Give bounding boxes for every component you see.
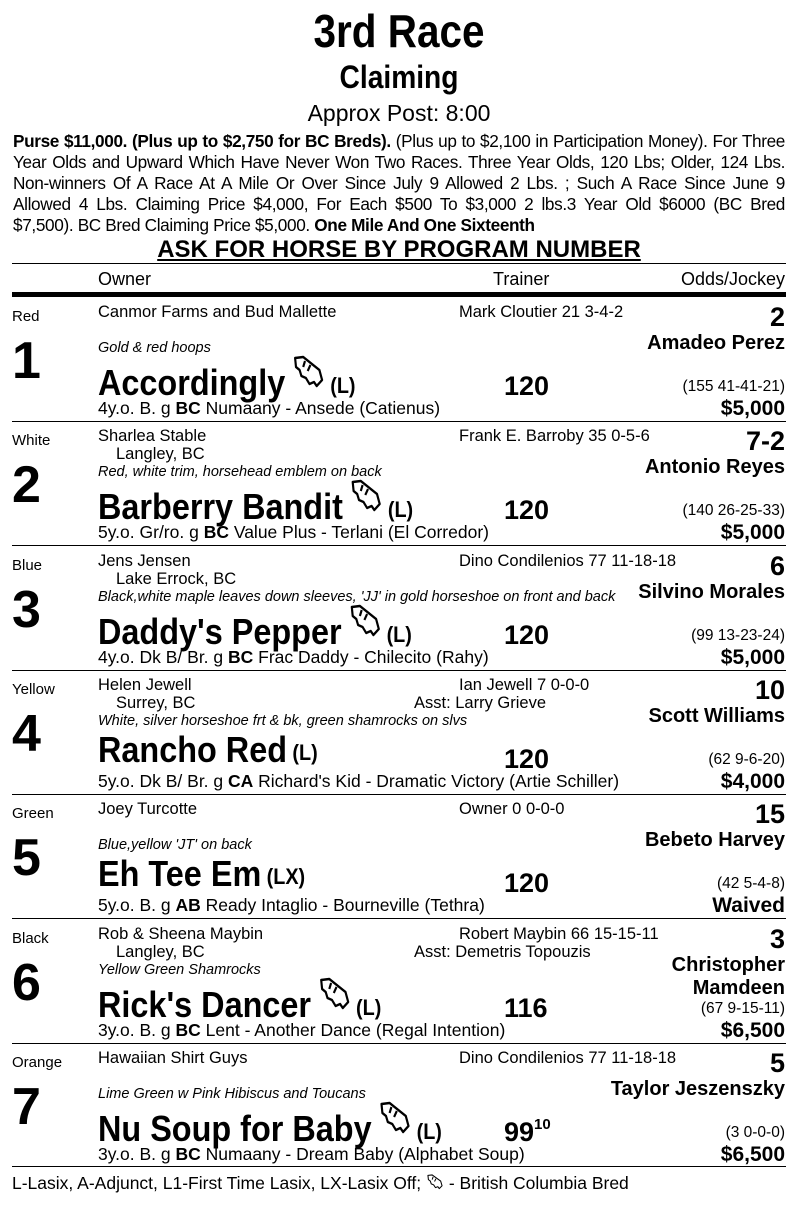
medication-code: (L) bbox=[292, 739, 318, 765]
age-sex: 4y.o. B. g bbox=[98, 398, 176, 418]
sire-dam: Frac Daddy - Chilecito (Rahy) bbox=[253, 646, 489, 667]
legend-text: L-Lasix, A-Adjunct, L1-First Time Lasix, LX-Lasix Off; bbox=[12, 1173, 426, 1193]
saddle-cloth-color: Orange bbox=[12, 1053, 63, 1071]
weight bbox=[504, 984, 548, 1025]
bc-province-icon bbox=[379, 1101, 411, 1135]
age-sex: 5y.o. B. g bbox=[98, 895, 176, 916]
weight-allowance: 10 bbox=[534, 1115, 551, 1133]
entry-row bbox=[0, 795, 798, 919]
jockey-record: (62 9-6-20) bbox=[708, 750, 785, 768]
age-sex: 5y.o. Dk B/ Br. g bbox=[98, 770, 229, 791]
pedigree bbox=[98, 397, 440, 419]
bred-code: CA bbox=[228, 770, 254, 791]
medication-code: (L) bbox=[330, 373, 356, 398]
claiming-price: $5,000 bbox=[720, 521, 785, 545]
owner-name: Canmor Farms and Bud Mallette bbox=[98, 303, 337, 321]
bc-province-icon bbox=[349, 604, 381, 638]
program-number: 3 bbox=[12, 580, 41, 639]
entry-separator bbox=[12, 1166, 786, 1167]
jockey-record: (155 41-41-21) bbox=[682, 378, 785, 395]
sire-dam: Value Plus - Terlani (El Corredor) bbox=[228, 522, 489, 543]
owner-name: Hawaiian Shirt Guys bbox=[98, 1048, 248, 1067]
program-number: 4 bbox=[12, 704, 41, 763]
weight-value: 120 bbox=[504, 495, 550, 526]
entry-row bbox=[0, 671, 798, 795]
silks-description: Gold & red hoops bbox=[98, 340, 211, 356]
pedigree bbox=[98, 1143, 525, 1165]
bred-code: BC bbox=[175, 1143, 201, 1164]
silks-description: Lime Green w Pink Hibiscus and Toucans bbox=[98, 1085, 366, 1102]
horse-name: Eh Tee Em bbox=[98, 853, 262, 895]
conditions-text: (Plus up to $2,100 in Participation Money). For Three Year Olds and Upward Which Have Never Won Two Races. Three Year Olds, 120 Lbs; Older, 124 Lbs. Non-winners Of A Race At A Mile Or Over Since July 9 Allowed 2 Lbs. ; Such A Race Since June 9 Allowed 4 Lbs. Claiming Price $4,000, For Each $500 To $3,000 2 lbs.3 Year Old $6000 (BC Bred $7,500). BC Bred Claiming Price $5,000. bbox=[13, 131, 785, 235]
bred-code: BC bbox=[175, 1019, 201, 1040]
silks-description: Yellow Green Shamrocks bbox=[98, 961, 261, 978]
bred-code: BC bbox=[228, 646, 254, 667]
owner-name: Joey Turcotte bbox=[98, 800, 198, 819]
entry-row bbox=[0, 298, 798, 422]
trainer-name: Mark Cloutier 21 3-4-2 bbox=[459, 303, 624, 321]
pedigree bbox=[98, 770, 619, 792]
owner-column-header: Owner bbox=[98, 269, 152, 289]
entry-row bbox=[0, 920, 798, 1044]
horse-name-line bbox=[98, 852, 305, 899]
horse-name: Rick's Dancer bbox=[98, 983, 312, 1025]
owner-name: Jens Jensen bbox=[98, 551, 191, 570]
entry-row bbox=[0, 1044, 798, 1168]
weight-value: 120 bbox=[504, 371, 550, 401]
owner-name: Rob & Sheena Maybin bbox=[98, 924, 264, 943]
claiming-price: $5,000 bbox=[720, 397, 785, 420]
race-type: Claiming bbox=[339, 59, 459, 95]
weight bbox=[504, 362, 549, 403]
jockey-name: Taylor Jeszenszky bbox=[610, 1077, 785, 1100]
bred-code: AB bbox=[175, 895, 201, 916]
jockey-name: Christopher Mamdeen bbox=[671, 953, 785, 999]
weight-value: 120 bbox=[504, 619, 550, 650]
horse-name: Rancho Red bbox=[98, 728, 288, 770]
saddle-cloth-color: Blue bbox=[12, 556, 43, 574]
trainer-name: Robert Maybin 66 15-15-11 bbox=[459, 924, 659, 943]
program-number: 5 bbox=[12, 829, 41, 888]
owner-location: Langley, BC bbox=[116, 445, 205, 464]
header-rule bbox=[12, 292, 786, 297]
jockey-name: Silvino Morales bbox=[638, 580, 785, 603]
pedigree bbox=[98, 646, 489, 668]
horse-name: Daddy's Pepper bbox=[98, 610, 342, 652]
owner-name: Helen Jewell bbox=[98, 675, 192, 694]
pedigree bbox=[98, 894, 485, 916]
age-sex: 5y.o. Gr/ro. g bbox=[98, 522, 204, 543]
sire-dam: Richard's Kid - Dramatic Victory (Artie Schiller) bbox=[253, 770, 620, 791]
owner-location: Surrey, BC bbox=[116, 693, 196, 712]
program-number: 2 bbox=[12, 456, 41, 515]
saddle-cloth-color: Green bbox=[12, 805, 54, 823]
medication-code: (L) bbox=[356, 994, 382, 1020]
program-number: 7 bbox=[12, 1077, 41, 1136]
entry-row bbox=[0, 547, 798, 671]
age-sex: 3y.o. B. g bbox=[98, 1143, 176, 1164]
bred-code: BC bbox=[203, 522, 229, 543]
trainer-name: Ian Jewell 7 0-0-0 bbox=[459, 675, 590, 694]
silks-description: Blue,yellow 'JT' on back bbox=[98, 837, 252, 854]
bred-code: BC bbox=[175, 398, 201, 418]
morning-line-odds: 15 bbox=[754, 799, 785, 830]
jockey-name: Scott Williams bbox=[648, 704, 785, 727]
bc-province-icon bbox=[350, 479, 382, 513]
medication-code: (L) bbox=[386, 621, 412, 647]
morning-line-odds: 6 bbox=[769, 550, 785, 581]
jockey-record: (42 5-4-8) bbox=[716, 875, 785, 893]
entry-row bbox=[0, 422, 798, 546]
silks-description: Red, white trim, horsehead emblem on back bbox=[98, 464, 382, 481]
jockey-record: (99 13-23-24) bbox=[691, 626, 785, 644]
bc-province-icon bbox=[318, 977, 350, 1011]
sire-dam: Lent - Another Dance (Regal Intention) bbox=[200, 1019, 506, 1040]
bc-legend-text: - British Columbia Bred bbox=[444, 1173, 629, 1193]
sire-dam: Numaany - Dream Baby (Alphabet Soup) bbox=[200, 1143, 525, 1164]
race-title: 3rd Race bbox=[313, 5, 485, 57]
weight-value: 120 bbox=[504, 743, 550, 774]
weight-value: 120 bbox=[504, 868, 550, 899]
saddle-cloth-color: Yellow bbox=[12, 680, 55, 698]
owner-name: Sharlea Stable bbox=[98, 427, 207, 446]
bc-province-icon bbox=[426, 1174, 444, 1190]
weight-value: 116 bbox=[504, 992, 548, 1023]
trainer-column-header: Trainer bbox=[493, 269, 550, 289]
post-time: Approx Post: 8:00 bbox=[307, 100, 491, 126]
age-sex: 4y.o. Dk B/ Br. g bbox=[98, 646, 229, 667]
morning-line-odds: 3 bbox=[769, 923, 785, 954]
jockey-name: Bebeto Harvey bbox=[644, 829, 785, 852]
trainer-name: Dino Condilenios 77 11-18-18 bbox=[459, 551, 677, 570]
claiming-price: $4,000 bbox=[720, 769, 785, 793]
trainer-name: Frank E. Barroby 35 0-5-6 bbox=[459, 427, 650, 446]
sire-dam: Ready Intaglio - Bourneville (Tethra) bbox=[200, 895, 485, 916]
saddle-cloth-color: Black bbox=[12, 929, 49, 947]
legend bbox=[12, 1172, 629, 1194]
claiming-price: $6,500 bbox=[720, 1142, 785, 1166]
distance-text: One Mile And One Sixteenth bbox=[314, 215, 535, 235]
pedigree bbox=[98, 1019, 505, 1041]
owner-location: Langley, BC bbox=[116, 942, 205, 961]
jockey-name: Amadeo Perez bbox=[647, 332, 785, 354]
silks-description: Black,white maple leaves down sleeves, 'JJ' in gold horseshoe on front and back bbox=[98, 588, 616, 605]
horse-name: Barberry Bandit bbox=[98, 486, 343, 528]
silks-description: White, silver horseshoe frt & bk, green shamrocks on slvs bbox=[98, 712, 468, 729]
morning-line-odds: 7-2 bbox=[745, 426, 785, 457]
saddle-cloth-color: Red bbox=[12, 308, 40, 325]
pedigree bbox=[98, 521, 489, 543]
medication-code: (L) bbox=[387, 497, 414, 523]
claiming-price: Waived bbox=[712, 894, 785, 918]
medication-code: (LX) bbox=[266, 864, 306, 890]
owner-location: Lake Errock, BC bbox=[116, 569, 237, 588]
morning-line-odds: 2 bbox=[769, 302, 785, 332]
morning-line-odds: 10 bbox=[754, 674, 785, 705]
sire-dam: Numaany - Ansede (Catienus) bbox=[200, 398, 441, 418]
weight bbox=[504, 859, 549, 900]
program-number: 6 bbox=[12, 953, 41, 1012]
horse-name: Accordingly bbox=[98, 362, 286, 403]
jockey-record: (67 9-15-11) bbox=[700, 999, 785, 1017]
weight bbox=[504, 611, 549, 652]
trainer-name: Owner 0 0-0-0 bbox=[459, 800, 565, 819]
assistant-trainer: Asst: Demetris Topouzis bbox=[414, 942, 591, 961]
purse-text: Purse $11,000. (Plus up to $2,750 for BC Breds). bbox=[13, 131, 391, 151]
trainer-name: Dino Condilenios 77 11-18-18 bbox=[459, 1048, 677, 1067]
morning-line-odds: 5 bbox=[769, 1047, 785, 1078]
weight bbox=[504, 486, 549, 527]
ask-banner: ASK FOR HORSE BY PROGRAM NUMBER bbox=[157, 236, 641, 263]
horse-name: Nu Soup for Baby bbox=[98, 1107, 372, 1149]
jockey-record: (3 0-0-0) bbox=[725, 1123, 785, 1141]
age-sex: 3y.o. B. g bbox=[98, 1019, 176, 1040]
race-conditions bbox=[13, 131, 785, 236]
jockey-record: (140 26-25-33) bbox=[682, 502, 785, 520]
banner-rule bbox=[12, 263, 786, 264]
jockey-name: Antonio Reyes bbox=[644, 456, 785, 479]
assistant-trainer: Asst: Larry Grieve bbox=[414, 693, 547, 712]
horse-name-line bbox=[98, 728, 318, 775]
odds-jockey-column-header: Odds/Jockey bbox=[680, 269, 785, 289]
bc-province-icon bbox=[292, 355, 324, 389]
claiming-price: $5,000 bbox=[720, 645, 785, 669]
saddle-cloth-color: White bbox=[12, 432, 51, 450]
program-number: 1 bbox=[12, 332, 41, 390]
claiming-price: $6,500 bbox=[720, 1018, 785, 1042]
medication-code: (L) bbox=[416, 1118, 442, 1144]
weight-value: 99 bbox=[504, 1116, 535, 1147]
